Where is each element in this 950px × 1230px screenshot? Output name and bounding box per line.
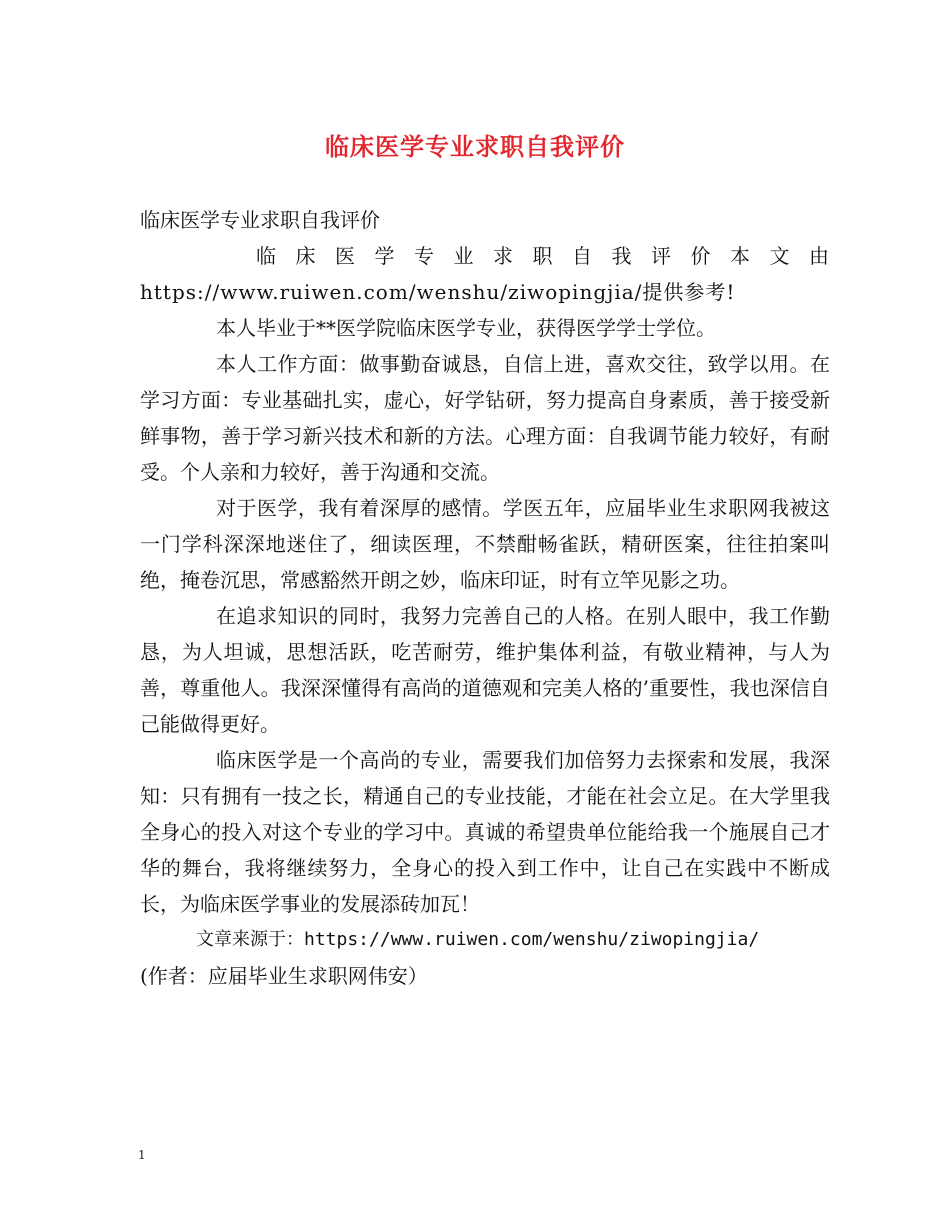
document-title: 临床医学专业求职自我评价 <box>325 132 625 161</box>
graduation-paragraph: 本人毕业于**医学院临床医学专业，获得医学学士学位。 <box>216 316 716 340</box>
intro-paragraph: 临床医学专业求职自我评价本文由https://www.ruiwen.com/wenshu/ziwopingjia/提供参考! <box>140 244 830 304</box>
page-number: 1 <box>138 1148 146 1162</box>
source-line: 文章来源于：https://www.ruiwen.com/wenshu/ziwopingjia/ <box>196 929 760 950</box>
author-line: (作者：应届毕业生求职网伟安） <box>140 964 428 988</box>
document-subhead: 临床医学专业求职自我评价 <box>140 208 380 232</box>
career-paragraph: 临床医学是一个高尚的专业，需要我们加倍努力去探索和发展，我深知：只有拥有一技之长，精通自己的专业技能，才能在社会立足。在大学里我全身心的投入对这个专业的学习中。真诚的希望贵单位能给我一个施展自己才华的舞台，我将继续努力，全身心的投入到工作中，让自己在实践中不断成长，为临床医学事业的发展添砖加瓦！ <box>140 748 830 916</box>
medicine-paragraph: 对于医学，我有着深厚的感情。学医五年，应届毕业生求职网我被这一门学科深深地迷住了，细读医理，不禁酣畅雀跃，精研医案，往往拍案叫绝，掩卷沉思，常感豁然开朗之妙，临床印证，时有立竿见影之功。 <box>140 496 830 592</box>
work-study-paragraph: 本人工作方面：做事勤奋诚恳，自信上进，喜欢交往，致学以用。在学习方面：专业基础扎实，虚心，好学钻研，努力提高自身素质，善于接受新鲜事物，善于学习新兴技术和新的方法。心理方面：自我调节能力较好，有耐受。个人亲和力较好，善于沟通和交流。 <box>140 352 830 484</box>
character-paragraph: 在追求知识的同时，我努力完善自己的人格。在别人眼中，我工作勤恳，为人坦诚，思想活跃，吃苦耐劳，维护集体利益，有敬业精神，与人为善，尊重他人。我深深懂得有高尚的道德观和完美人格的’重要性，我也深信自己能做得更好。 <box>140 604 830 736</box>
document-body <box>140 202 830 994</box>
